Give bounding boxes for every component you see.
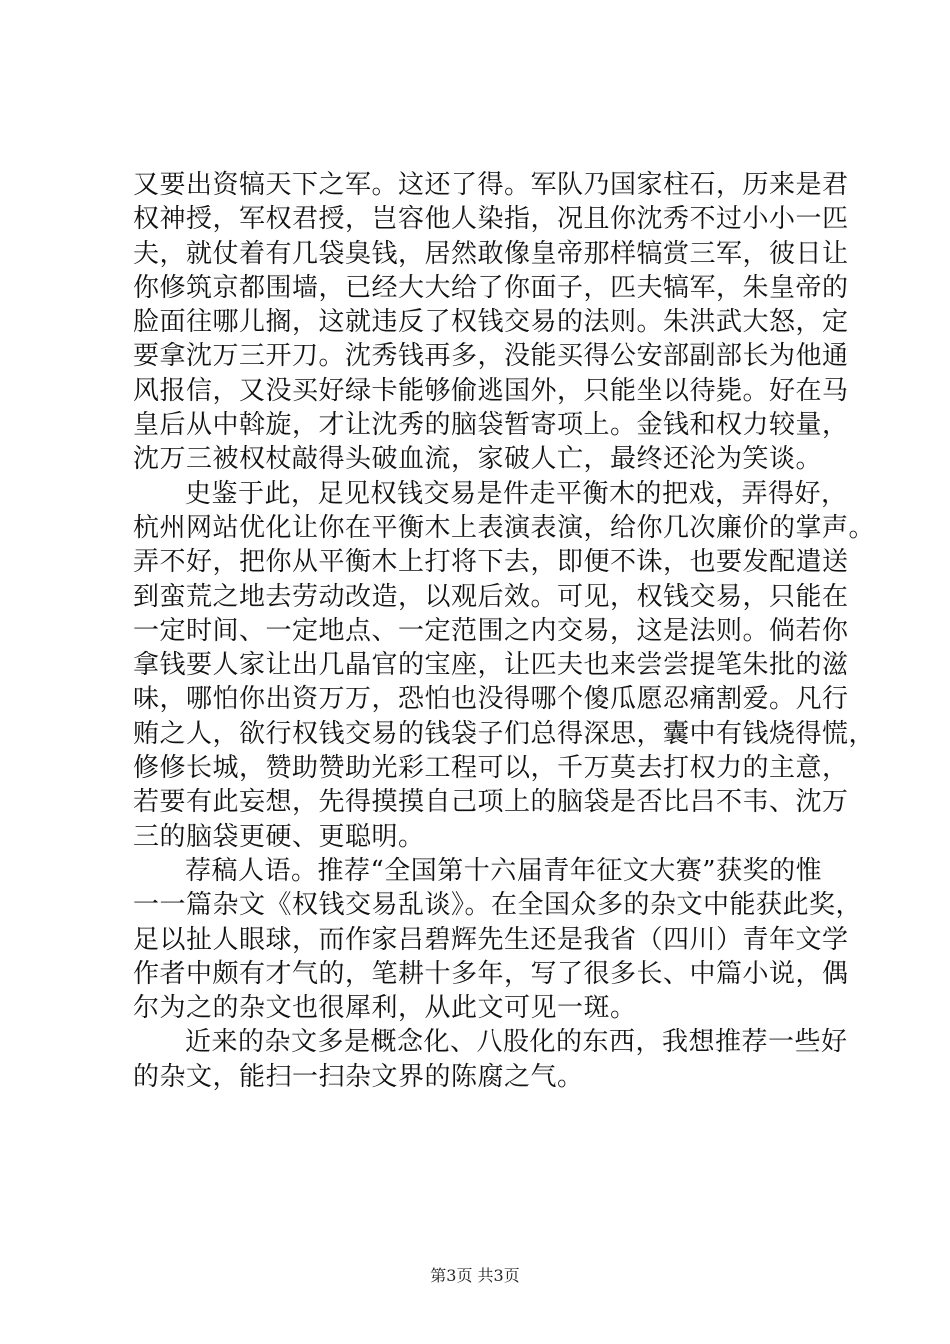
text-line: 一定时间、一定地点、一定范围之内交易，这是法则。倘若你	[133, 615, 849, 646]
text-line: 皇后从中斡旋，才让沈秀的脑袋暂寄项上。金钱和权力较量，	[133, 410, 849, 441]
text-line: 弄不好，把你从平衡木上打将下去，即便不诛，也要发配遣送	[133, 547, 849, 578]
text-line: 尔为之的杂文也很犀利，从此文可见一斑。	[133, 993, 637, 1024]
text-line: 三的脑袋更硬、更聪明。	[133, 821, 425, 852]
text-line: 到蛮荒之地去劳动改造，以观后效。可见，权钱交易，只能在	[133, 581, 849, 612]
text-line: 修修长城，赞助赞助光彩工程可以，千万莫去打权力的主意，	[133, 753, 849, 784]
document-body	[133, 168, 876, 1094]
text-line: 作者中颇有才气的，笔耕十多年，写了很多长、中篇小说，偶	[133, 958, 849, 989]
text-line: 要拿沈万三开刀。沈秀钱再多，没能买得公安部副部长为他通	[133, 341, 849, 372]
text-line: 杭州网站优化让你在平衡木上表演表演，给你几次廉价的掌声。	[133, 512, 876, 543]
text-line: 又要出资犒天下之军。这还了得。军队乃国家柱石，历来是君	[133, 170, 849, 200]
text-line: 若要有此妄想，先得摸摸自己项上的脑袋是否比吕不韦、沈万	[133, 787, 849, 818]
text-line: 足以扯人眼球，而作家吕碧辉先生还是我省（四川）青年文学	[133, 924, 849, 955]
text-line: 近来的杂文多是概念化、八股化的东西，我想推荐一些好	[185, 1027, 848, 1058]
text-line: 一一篇杂文《权钱交易乱谈》。在全国众多的杂文中能获此奖，	[133, 890, 863, 921]
text-line: 史鉴于此，足见权钱交易是件走平衡木的把戏，弄得好，	[185, 478, 848, 509]
text-line: 味，哪怕你出资万万，恐怕也没得哪个傻瓜愿忍痛割爱。凡行	[133, 684, 849, 715]
text-line: 沈万三被权杖敲得头破血流，家破人亡，最终还沦为笑谈。	[133, 444, 823, 475]
text-line: 权神授，军权君授，岂容他人染指，况且你沈秀不过小小一匹	[133, 204, 849, 235]
text-line: 荐稿人语。推荐“全国第十六届青年征文大赛”获奖的惟	[185, 855, 823, 886]
text-line: 拿钱要人家让出几晶官的宝座，让匹夫也来尝尝提笔朱批的滋	[133, 650, 849, 681]
text-line: 你修筑京都围墙，已经大大给了你面子，匹夫犒军，朱皇帝的	[133, 272, 849, 303]
text-line: 的杂文，能扫一扫杂文界的陈腐之气。	[133, 1061, 584, 1092]
text-line: 夫，就仗着有几袋臭钱，居然敢像皇帝那样犒赏三军，彼日让	[133, 238, 849, 269]
text-line: 贿之人，欲行权钱交易的钱袋子们总得深思，囊中有钱烧得慌，	[133, 718, 876, 749]
page-footer: 第3页 共3页	[430, 1266, 520, 1285]
text-line: 风报信，又没买好绿卡能够偷逃国外，只能坐以待毙。好在马	[133, 375, 849, 406]
text-line: 脸面往哪儿搁，这就违反了权钱交易的法则。朱洪武大怒，定	[133, 307, 849, 338]
